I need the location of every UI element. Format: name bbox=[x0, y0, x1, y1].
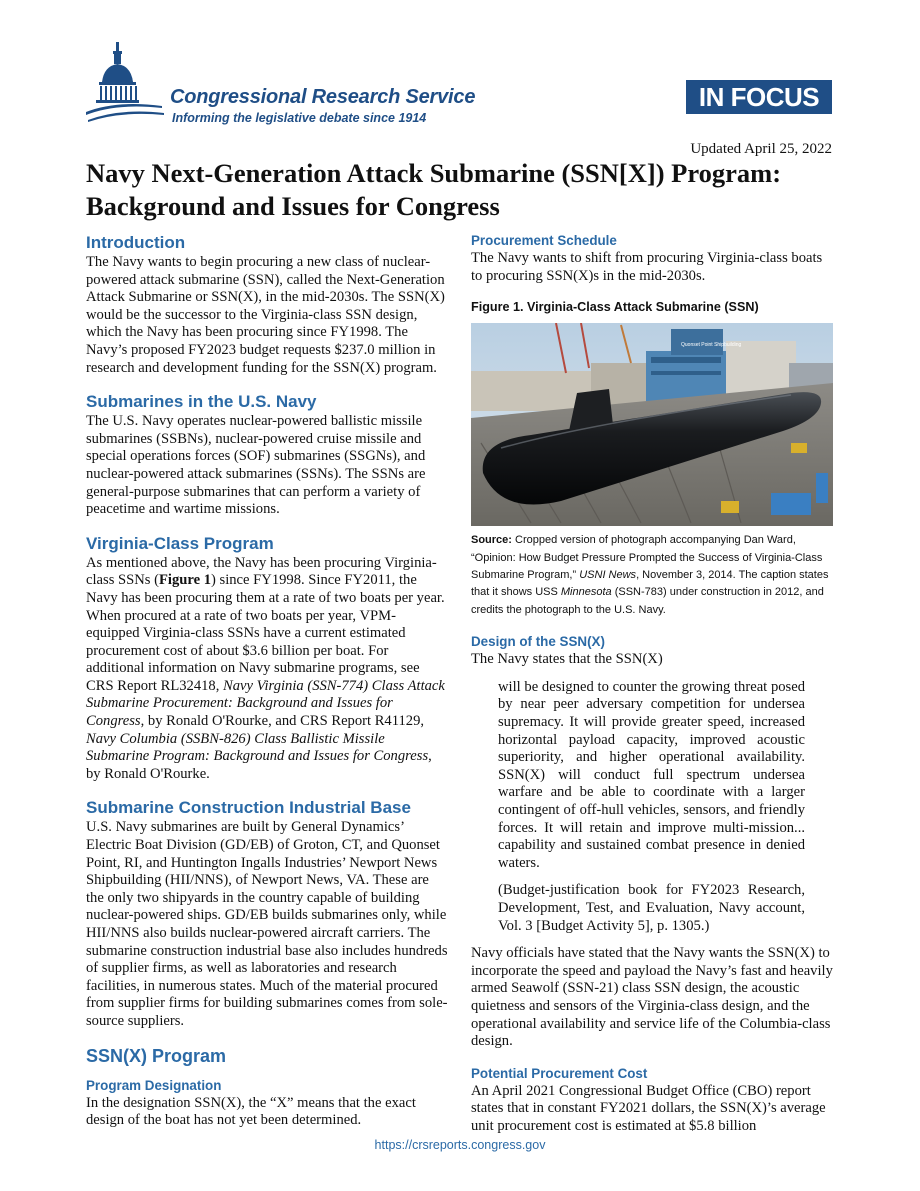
subheading-procurement-cost: Potential Procurement Cost bbox=[471, 1065, 648, 1081]
page-title: Navy Next-Generation Attack Submarine (SSN[X]) Program: Background and Issues for Congress bbox=[86, 158, 782, 221]
submarine-photo bbox=[471, 323, 833, 526]
section-heading-virginia-class: Virginia-Class Program bbox=[86, 533, 274, 553]
figure-source-note: Source: Cropped version of photograph accompanying Dan Ward, “Opinion: How Budget Pressure Prompted the Success of Virginia-Class Submarine Program,” USNI News, November 3, 2014. The caption states that it shows USS Minnesota (SSN-783) under construction in 2012, and credits the photograph to the U.S. Navy. bbox=[471, 534, 829, 616]
crs-report-rl32418-title: Navy Virginia (SSN-774) Class Attack Submarine Procurement: Background and Issues for Congress bbox=[86, 677, 445, 730]
section-heading-ssnx-program: SSN(X) Program bbox=[86, 1045, 227, 1066]
section-heading-industrial-base: Submarine Construction Industrial Base bbox=[86, 798, 411, 818]
section-heading-submarines: Submarines in the U.S. Navy bbox=[86, 392, 317, 412]
industrial-base-paragraph: U.S. Navy submarines are built by General Dynamics’ Electric Boat Division (GD/EB) of Groton, CT, and Quonset Point, RI, and Huntington Ingalls Industries’ Newport News Shipbuilding (HII/NNS), of Newport News, VA. These are the only two shipyards in the country capable of building nuclear-powered ships. GD/EB builds submarines only, while HII/NNS also builds nuclear-powered aircraft carriers. The submarine construction industrial base also includes hundreds of supplier firms, as well as laboratories and research facilities, in numerous states. Much of the material procured from supplier firms for building submarines comes from sole-source suppliers. bbox=[86, 819, 448, 1029]
navy-quote: will be designed to counter the growing threat posed by near peer adversary competition for undersea supremacy. It will provide greater speed, increased horizontal payload capacity, improved acoustic superiority, and higher operational availability. SSN(X) will conduct full spectrum undersea warfare and be able to coordinate with a larger contingent of off-hull vehicles, sensors, and friendly forces. It will retain and improve multi-mission... capability and sustained combat presence in denied waters. bbox=[498, 678, 805, 871]
right-column bbox=[471, 232, 833, 1135]
org-name: Congressional Research Service bbox=[170, 86, 476, 108]
subheading-program-designation: Program Designation bbox=[86, 1077, 222, 1093]
in-focus-badge: IN FOCUS bbox=[686, 80, 832, 114]
submarines-paragraph: The U.S. Navy operates nuclear-powered ballistic missile submarines (SSBNs), nuclear-powered cruise missile and special operations forces (SOF) submarines (SSGNs), and nuclear-powered attack submarines (SSNs). The SSNs are general-purpose submarines that can perform a variety of peacetime and wartime missions. bbox=[86, 413, 426, 518]
quote-source: (Budget-justification book for FY2023 Research, Development, Test, and Evaluation, Navy account, Vol. 3 [Budget Activity 5], p. 1305.) bbox=[498, 882, 805, 934]
introduction-paragraph: The Navy wants to begin procuring a new class of nuclear-powered attack submarine (SSN), called the Next-Generation Attack Submarine or SSN(X), in the mid-2030s. The SSN(X) would be the successor to the Virginia-class SSN design, which the Navy has been procuring since FY1998. The Navy’s proposed FY2023 budget requests $237.0 million in research and development funding for the SSN(X) program. bbox=[86, 254, 445, 376]
navy-officials-paragraph: Navy officials have stated that the Navy wants the SSN(X) to incorporate the speed and payload the Navy’s fast and heavily armed Seawolf (SSN-21) class SSN design, the acoustic quietness and sensors of the Virginia-class design, and the operational availability and service life of the Columbia-class design. bbox=[471, 945, 833, 1050]
updated-date: Updated April 25, 2022 bbox=[690, 141, 832, 157]
procurement-cost-paragraph: An April 2021 Congressional Budget Office (CBO) report states that in constant FY2021 dollars, the SSN(X)’s average unit procurement cost is estimated at $5.8 billion bbox=[471, 1082, 826, 1134]
virginia-class-paragraph: As mentioned above, the Navy has been procuring Virginia-class SSNs (Figure 1) since FY1998. Since FY2011, the Navy has been procuring them at a rate of two boats per year. When procured at a rate of two boats per year, VPM-equipped Virginia-class SSNs have a current estimated procurement cost of about $3.6 billion per boat. For additional information on Navy submarine programs, see CRS Report RL32418, Navy Virginia (SSN-774) Class Attack Submarine Procurement: Background and Issues for Congress, by Ronald O'Rourke, and CRS Report R41129, Navy Columbia (SSBN-826) Class Ballistic Missile Submarine Program: Background and Issues for Congress, by Ronald O'Rourke. bbox=[86, 554, 445, 782]
subheading-design: Design of the SSN(X) bbox=[471, 634, 605, 650]
procurement-schedule-paragraph: The Navy wants to shift from procuring Virginia-class boats to procuring SSN(X)s in the mid-2030s. bbox=[471, 250, 823, 284]
figure-1-reference: Figure 1 bbox=[158, 572, 212, 589]
figure-1-title: Figure 1. Virginia-Class Attack Submarine (SSN) bbox=[471, 300, 759, 315]
section-heading-introduction: Introduction bbox=[86, 233, 186, 252]
program-designation-paragraph: In the designation SSN(X), the “X” means that the exact design of the boat has not yet been determined. bbox=[86, 1094, 416, 1129]
left-column bbox=[86, 232, 448, 1130]
org-tagline: Informing the legislative debate since 1914 bbox=[172, 111, 427, 125]
capitol-dome-logo bbox=[86, 40, 166, 122]
footer-url-link[interactable]: https://crsreports.congress.gov bbox=[374, 1138, 546, 1152]
crane-sign-text: Quonset Point Shipbuilding bbox=[681, 342, 742, 349]
crs-report-r41129-title: Navy Columbia (SSBN-826) Class Ballistic Missile Submarine Program: Background and Issues for Congress bbox=[86, 730, 429, 765]
design-paragraph: The Navy states that the SSN(X) bbox=[471, 651, 663, 668]
subheading-procurement-schedule: Procurement Schedule bbox=[471, 233, 617, 248]
